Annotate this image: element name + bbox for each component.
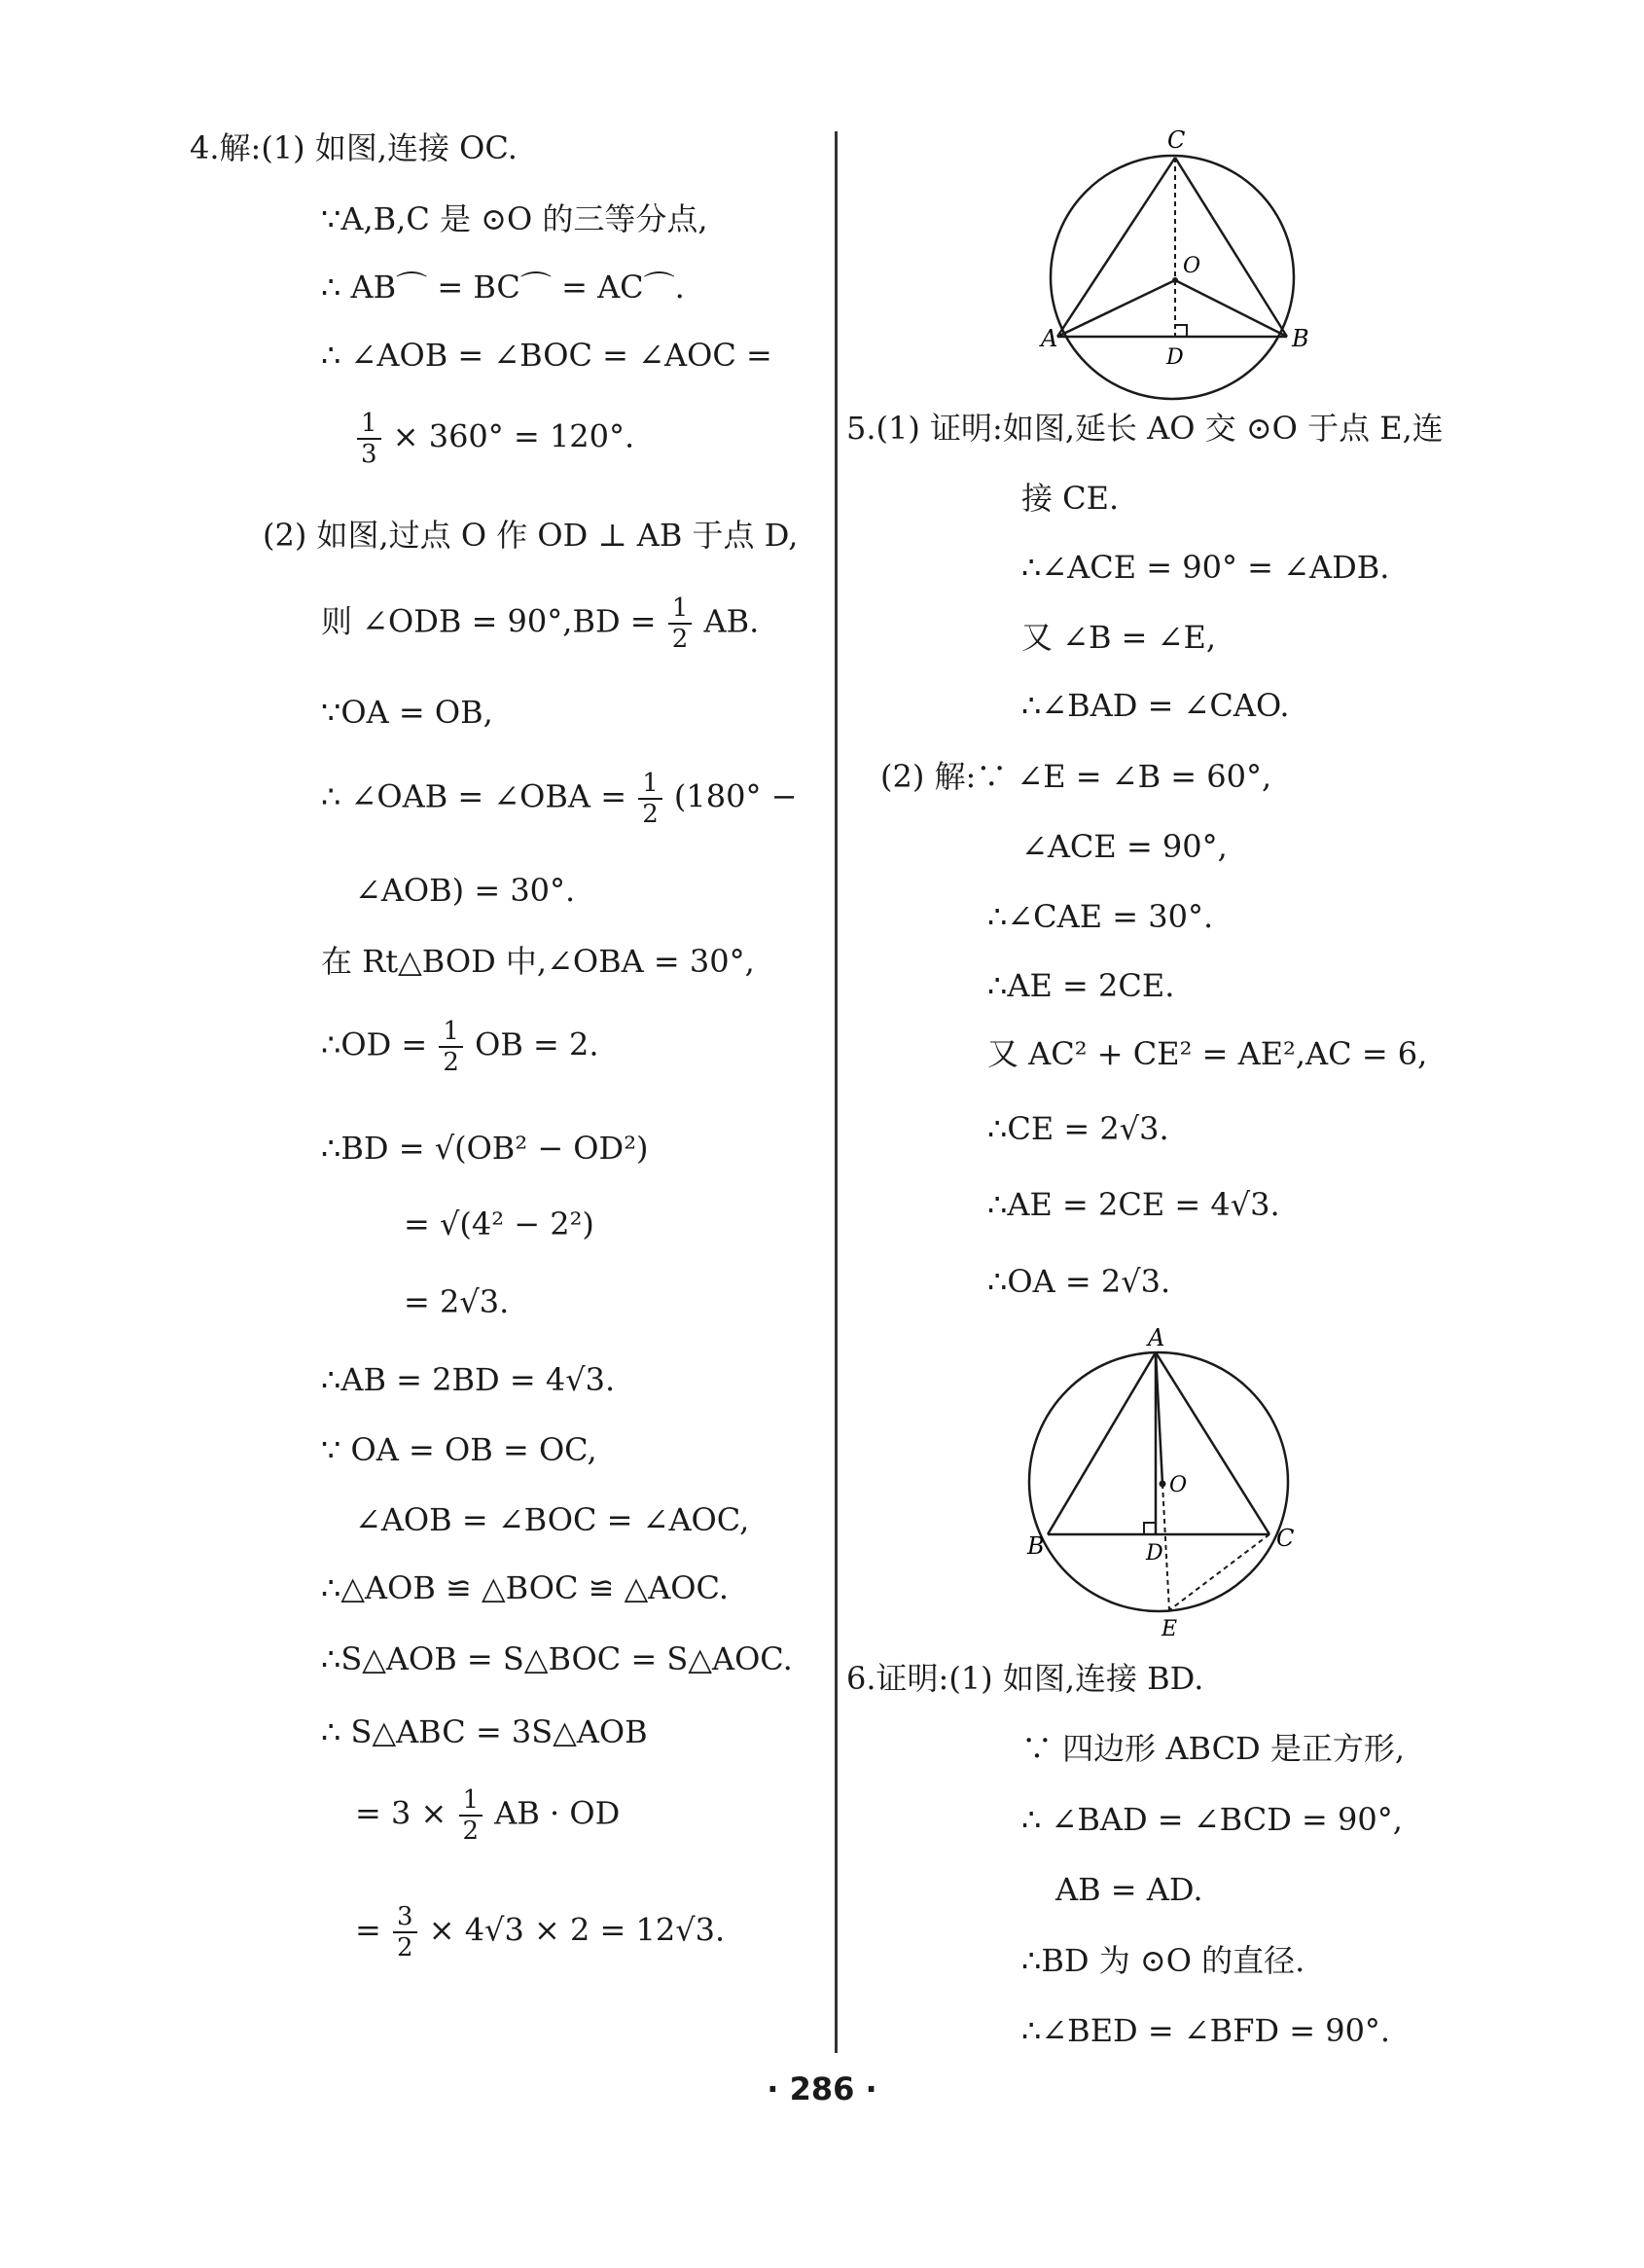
solution-line: ∴∠ACE = 90° = ∠ADB. — [1021, 549, 1390, 586]
solution-line: ∴AE = 2CE = 4√3. — [987, 1186, 1280, 1223]
solution-line: ∠ACE = 90°, — [1021, 828, 1228, 865]
solution-line: 又 ∠B = ∠E, — [1021, 619, 1217, 656]
solution-line: ∴∠BAD = ∠CAO. — [1021, 687, 1290, 724]
solution-line: = 2√3. — [404, 1283, 510, 1320]
label-b: B — [1027, 1532, 1045, 1560]
solution-line: ∴ S△ABC = 3S△AOB — [321, 1713, 648, 1750]
solution-line: AB = AD. — [1055, 1871, 1203, 1908]
solution-line: ∴ ∠AOB = ∠BOC = ∠AOC = — [321, 337, 772, 374]
solution-line: ∴BD 为 ⊙O 的直径. — [1021, 1942, 1305, 1979]
figure-1-circle-triangle — [1041, 126, 1309, 399]
solution-line: ∴∠BED = ∠BFD = 90°. — [1021, 2012, 1391, 2049]
solution-line-fraction: ∴OD = $\frac{1}{2}$ OB = 2. — [321, 1017, 599, 1077]
solution-line: ∵OA = OB, — [321, 694, 493, 731]
solution-line-fraction: $\frac{1}{3}$ × 360° = 120°. — [355, 409, 634, 469]
label-c: C — [1167, 126, 1186, 154]
page-number: · 286 · — [767, 2070, 877, 2107]
label-d: D — [1146, 1541, 1163, 1566]
solution-line-fraction: = 3 × $\frac{1}{2}$ AB · OD — [355, 1785, 621, 1846]
solution-line: ∴AE = 2CE. — [987, 967, 1175, 1004]
solution-line-fraction: ∴ ∠OAB = ∠OBA = $\frac{1}{2}$ (180° − — [321, 769, 798, 829]
solution-line-fraction: = $\frac{3}{2}$ × 4√3 × 2 = 12√3. — [355, 1902, 726, 1962]
solution-line: 在 Rt△BOD 中,∠OBA = 30°, — [321, 943, 755, 980]
fraction: $\frac{1}{2}$ — [459, 1785, 483, 1846]
fraction: $\frac{1}{2}$ — [668, 594, 693, 654]
solution-line: ∴ AB⌒ = BC⌒ = AC⌒. — [321, 269, 685, 306]
solution-line: 又 AC² + CE² = AE²,AC = 6, — [987, 1035, 1428, 1072]
part-2-heading: (2) 如图,过点 O 作 OD ⊥ AB 于点 D, — [263, 517, 799, 554]
solution-line: ∴△AOB ≌ △BOC ≌ △AOC. — [321, 1569, 730, 1606]
figure-2-circle-triangle — [1021, 1324, 1313, 1641]
label-e: E — [1162, 1617, 1178, 1641]
fraction: $\frac{1}{2}$ — [439, 1017, 463, 1077]
column-divider — [835, 131, 838, 2053]
fraction: $\frac{1}{3}$ — [357, 409, 381, 469]
solution-line: ∴BD = √(OB² − OD²) — [321, 1130, 649, 1167]
label-o: O — [1183, 254, 1201, 278]
solution-line: ∴ ∠BAD = ∠BCD = 90°, — [1021, 1801, 1403, 1838]
solution-line: ∠AOB) = 30°. — [355, 872, 576, 909]
solution-line: ∠AOB = ∠BOC = ∠AOC, — [355, 1501, 750, 1538]
label-a: A — [1041, 325, 1058, 352]
solution-line: = √(4² − 2²) — [404, 1206, 594, 1242]
label-a: A — [1148, 1324, 1165, 1351]
solution-line: ∴OA = 2√3. — [987, 1263, 1171, 1300]
solution-line: ∴S△AOB = S△BOC = S△AOC. — [321, 1640, 793, 1677]
solution-line: 接 CE. — [1021, 480, 1120, 517]
problem-5-heading: 5.(1) 证明:如图,延长 AO 交 ⊙O 于点 E,连 — [846, 410, 1444, 447]
solution-line: ∵ 四边形 ABCD 是正方形, — [1021, 1730, 1406, 1767]
solution-line: ∴AB = 2BD = 4√3. — [321, 1361, 616, 1398]
solution-line: ∴CE = 2√3. — [987, 1110, 1169, 1147]
solution-line: ∴∠CAE = 30°. — [987, 898, 1214, 935]
problem-6-heading: 6.证明:(1) 如图,连接 BD. — [846, 1660, 1204, 1697]
label-b: B — [1292, 325, 1309, 352]
solution-line-fraction: 则 ∠ODB = 90°,BD = $\frac{1}{2}$ AB. — [321, 594, 760, 654]
label-d: D — [1166, 345, 1184, 370]
part-2-heading: (2) 解:∵ ∠E = ∠B = 60°, — [880, 758, 1272, 795]
fraction: $\frac{1}{2}$ — [638, 769, 662, 829]
label-o: O — [1169, 1473, 1188, 1497]
solution-line: ∵A,B,C 是 ⊙O 的三等分点, — [321, 200, 708, 237]
problem-4-heading: 4.解:(1) 如图,连接 OC. — [190, 129, 518, 166]
solution-line: ∵ OA = OB = OC, — [321, 1431, 597, 1468]
fraction: $\frac{3}{2}$ — [393, 1902, 417, 1962]
label-c: C — [1276, 1525, 1295, 1552]
